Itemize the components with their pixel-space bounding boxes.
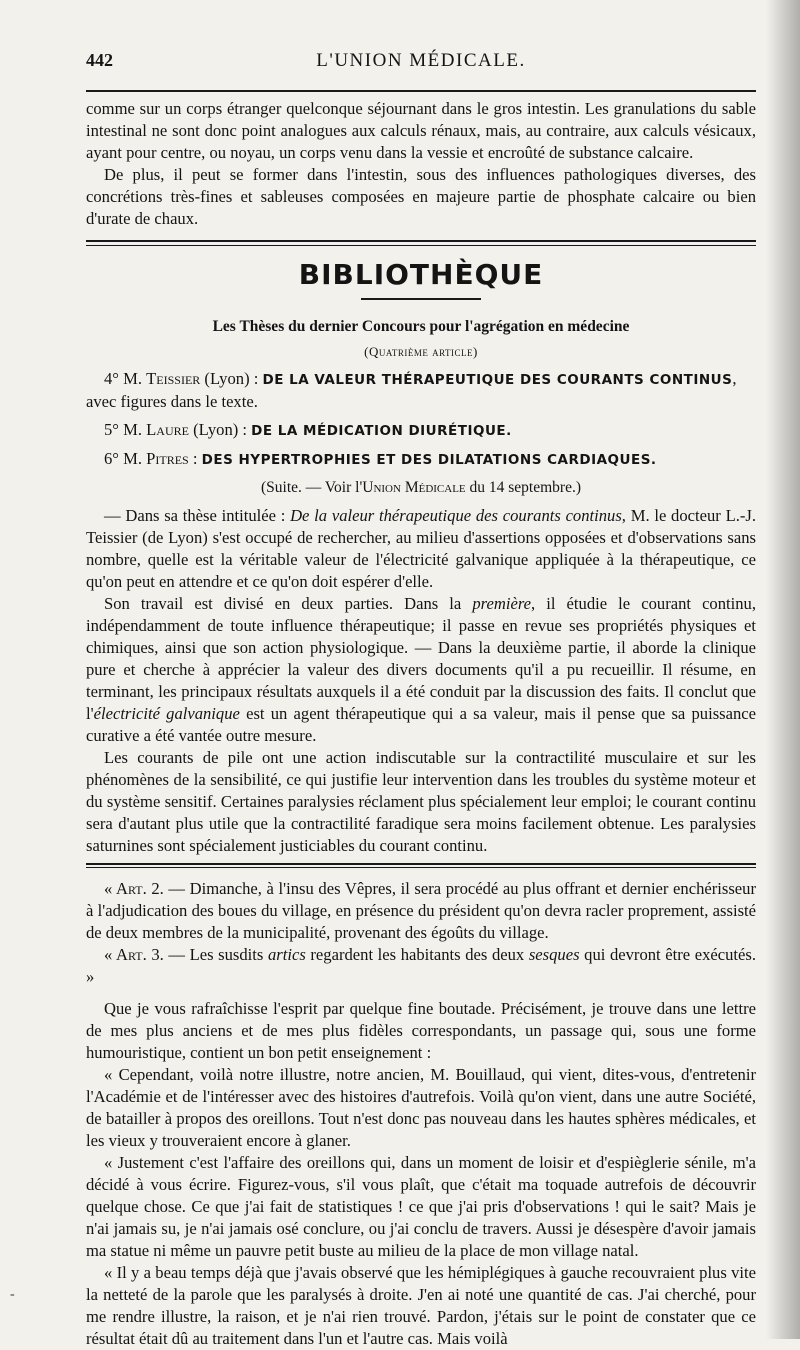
thesis-city: : xyxy=(188,449,202,468)
suite-journal: Union Médicale xyxy=(362,479,466,496)
thesis-title: DES HYPERTROPHIES ET DES DILATATIONS CARDIAQUES. xyxy=(201,452,657,468)
thesis-title: DE LA VALEUR THÉRAPEUTIQUE DES COURANTS CONTINUS xyxy=(262,372,733,388)
article-quote xyxy=(86,878,756,944)
letter-paragraph: « Justement c'est l'affaire des oreillons qui, dans un moment de loisir et d'espièglerie sénile, m'a décidé à vous écrire. Figurez-vous, s'il vous plaît, que c'était ma toquade autrefois de découvrir quelque chose. Ce que j'ai fait de statistiques ! ce que j'ai pris d'observations ! qui le sait? Mais je n'ai jamais su, je n'ai jamais osé conclure, ou j'ai conclu de travers. Aussi je désespère d'avoir jamais ma statue ni même un pauvre petit buste au milieu de la place de mon village natal. xyxy=(86,1153,756,1260)
text-run: Son travail est divisé en deux parties. Dans la xyxy=(104,594,473,613)
thesis-suffix: , avec figures dans le texte. xyxy=(86,369,737,411)
thesis-title-italic: De la valeur thérapeutique des courants continus xyxy=(290,506,622,525)
article-label: « Art. 2. xyxy=(104,879,164,898)
section-title: BIBLIOTHÈQUE xyxy=(298,258,544,291)
text-run: est un agent thérapeutique qui a sa valeur, mais il pense que sa puissance curative a été vantée outre mesure. xyxy=(86,704,757,745)
thesis-author: Pitres xyxy=(146,449,189,468)
letter-paragraph: « Il y a beau temps déjà que j'avais observé que les hémiplégiques à gauche recouvraient plus vite la netteté de la parole que les paralysés à droite. J'en ai noté une quantité de cas. J'ai cherché, pour me rendre illustre, la raison, et je n'ai rien trouvé. Pardon, j'étais sur le point de constater que ce résultat était dû au traitement dans l'un et l'autre cas. Mais voilà xyxy=(86,1263,756,1348)
thesis-city: (Lyon) : xyxy=(188,420,252,439)
thesis-number: 6° M. xyxy=(104,449,147,468)
thesis-entry xyxy=(86,419,756,442)
thesis-title: DE LA MÉDICATION DIURÉTIQUE. xyxy=(251,423,512,439)
text-run: , M. le docteur L.-J. Teissier (de Lyon) s'est occupé de rechercher, au milieu d'assertions opposées et d'observations sans nombre, quelle est la véritable valeur de l'électricité galvanique appliquée à la thérapeutique, ce qu'on peut en attendre et ce qu'on doit espérer d'elle. xyxy=(86,506,756,591)
margin-mark: - xyxy=(10,1287,15,1302)
page-edge-shadow xyxy=(766,0,800,1339)
thesis-city: (Lyon) : xyxy=(200,369,263,388)
feuilleton-divider xyxy=(86,863,756,868)
paragraph: Que je vous rafraîchisse l'esprit par quelque fine boutade. Précisément, je trouve dans une lettre de mes plus anciens et de mes plus fidèles correspondants, un passage qui, sous une forme humouristique, contient un bon petit enseignement : xyxy=(86,999,756,1062)
thesis-number: 5° M. xyxy=(104,420,147,439)
article-label: « Art. 3. xyxy=(104,945,164,964)
suite-suffix: du 14 septembre.) xyxy=(465,479,581,496)
continuation-note xyxy=(86,477,756,499)
suite-prefix: (Suite. — Voir l' xyxy=(260,479,363,496)
text-run: , il étudie le courant continu, indépendamment de toute influence thérapeutique; il passe en revue ses propriétés physiques et chimiques, ainsi que son action physiologique. — Dans la deuxième partie, il aborde la clinique pure et cherche à apprécier la valeur des divers documents qu'il a pu recueillir. Il résume, en terminant, les principaux résultats auxquels il a été conduit par la discussion des faits. Il conclut que l' xyxy=(86,594,756,723)
article-quote xyxy=(86,944,756,988)
paragraph: comme sur un corps étranger quelconque séjournant dans le gros intestin. Les granulations du sable intestinal ne sont donc point analogues aux calculs rénaux, mais, au contraire, aux calculs vésicaux, ayant pour centre, ou noyau, un corps venu dans la vessie et encroûté de substance calcaire. xyxy=(86,99,756,162)
article-number: (Quatrième article) xyxy=(364,344,478,359)
intestine-article-end xyxy=(86,98,756,230)
running-header xyxy=(86,50,756,92)
text-run: — Dimanche, à l'insu des Vêpres, il sera procédé au plus offrant et dernier enchérisseur à l'adjudication des boues du village, en présence du président qu'on devra racler proprement, assisté de deux membres de la municipalité, provenant des égoûts du village. xyxy=(86,879,756,942)
thesis-author: Teissier xyxy=(146,369,201,388)
thesis-number: 4° M. xyxy=(104,369,147,388)
emphasis: artics xyxy=(267,945,306,964)
thesis-author: Laure xyxy=(146,420,189,439)
review-paragraph xyxy=(86,593,756,747)
thesis-entry xyxy=(86,448,756,471)
emphasis: première xyxy=(472,594,532,613)
letter-paragraph: « Cependant, voilà notre illustre, notre ancien, M. Bouillaud, qui vient, dites-vous, d'entretenir l'Académie et de l'intéresser avec des histoires d'autrefois. Voilà qu'on vient, dans une autre Société, de batailler à propos des oreillons. Tout n'est donc pas nouveau dans les hautes sphères médicales, et les vieux y trouveraient encore à glaner. xyxy=(86,1065,756,1150)
page-number: 442 xyxy=(86,50,113,70)
section-subheading: Les Thèses du dernier Concours pour l'agrégation en médecine xyxy=(212,318,630,335)
text-run: qui devront être exécutés. » xyxy=(86,945,756,986)
review-paragraph xyxy=(86,505,756,593)
text-run: regardent les habitants des deux xyxy=(305,945,529,964)
emphasis: sesques xyxy=(528,945,580,964)
review-paragraph: Les courants de pile ont une action indiscutable sur la contractilité musculaire et sur les phénomènes de la sensibilité, ce qui justifie leur intervention dans les troubles du système moteur et du système sensitif. Certaines paralysies réclament plus spécialement leur emploi; le courant continu sera d'autant plus utile que la contractilité faradique sera moins facilement obtenue. Les paralysies saturnines sont spécialement justiciables du courant continu. xyxy=(86,748,756,855)
section-divider xyxy=(86,240,756,246)
title-underline xyxy=(361,298,481,300)
thesis-entry xyxy=(86,368,756,413)
paragraph: De plus, il peut se former dans l'intestin, sous des influences pathologiques diverses, des concrétions très-fines et sableuses composées en majeure partie de phosphate calcaire ou bien d'urate de chaux. xyxy=(86,165,756,228)
emphasis: électricité galvanique xyxy=(93,704,240,723)
journal-title: L'UNION MÉDICALE. xyxy=(316,50,526,71)
feuilleton-section xyxy=(86,878,756,1350)
text-run: — Dans sa thèse intitulée : xyxy=(104,506,291,525)
bibliotheque-section xyxy=(86,258,756,857)
text-run: — Les susdits xyxy=(163,945,268,964)
